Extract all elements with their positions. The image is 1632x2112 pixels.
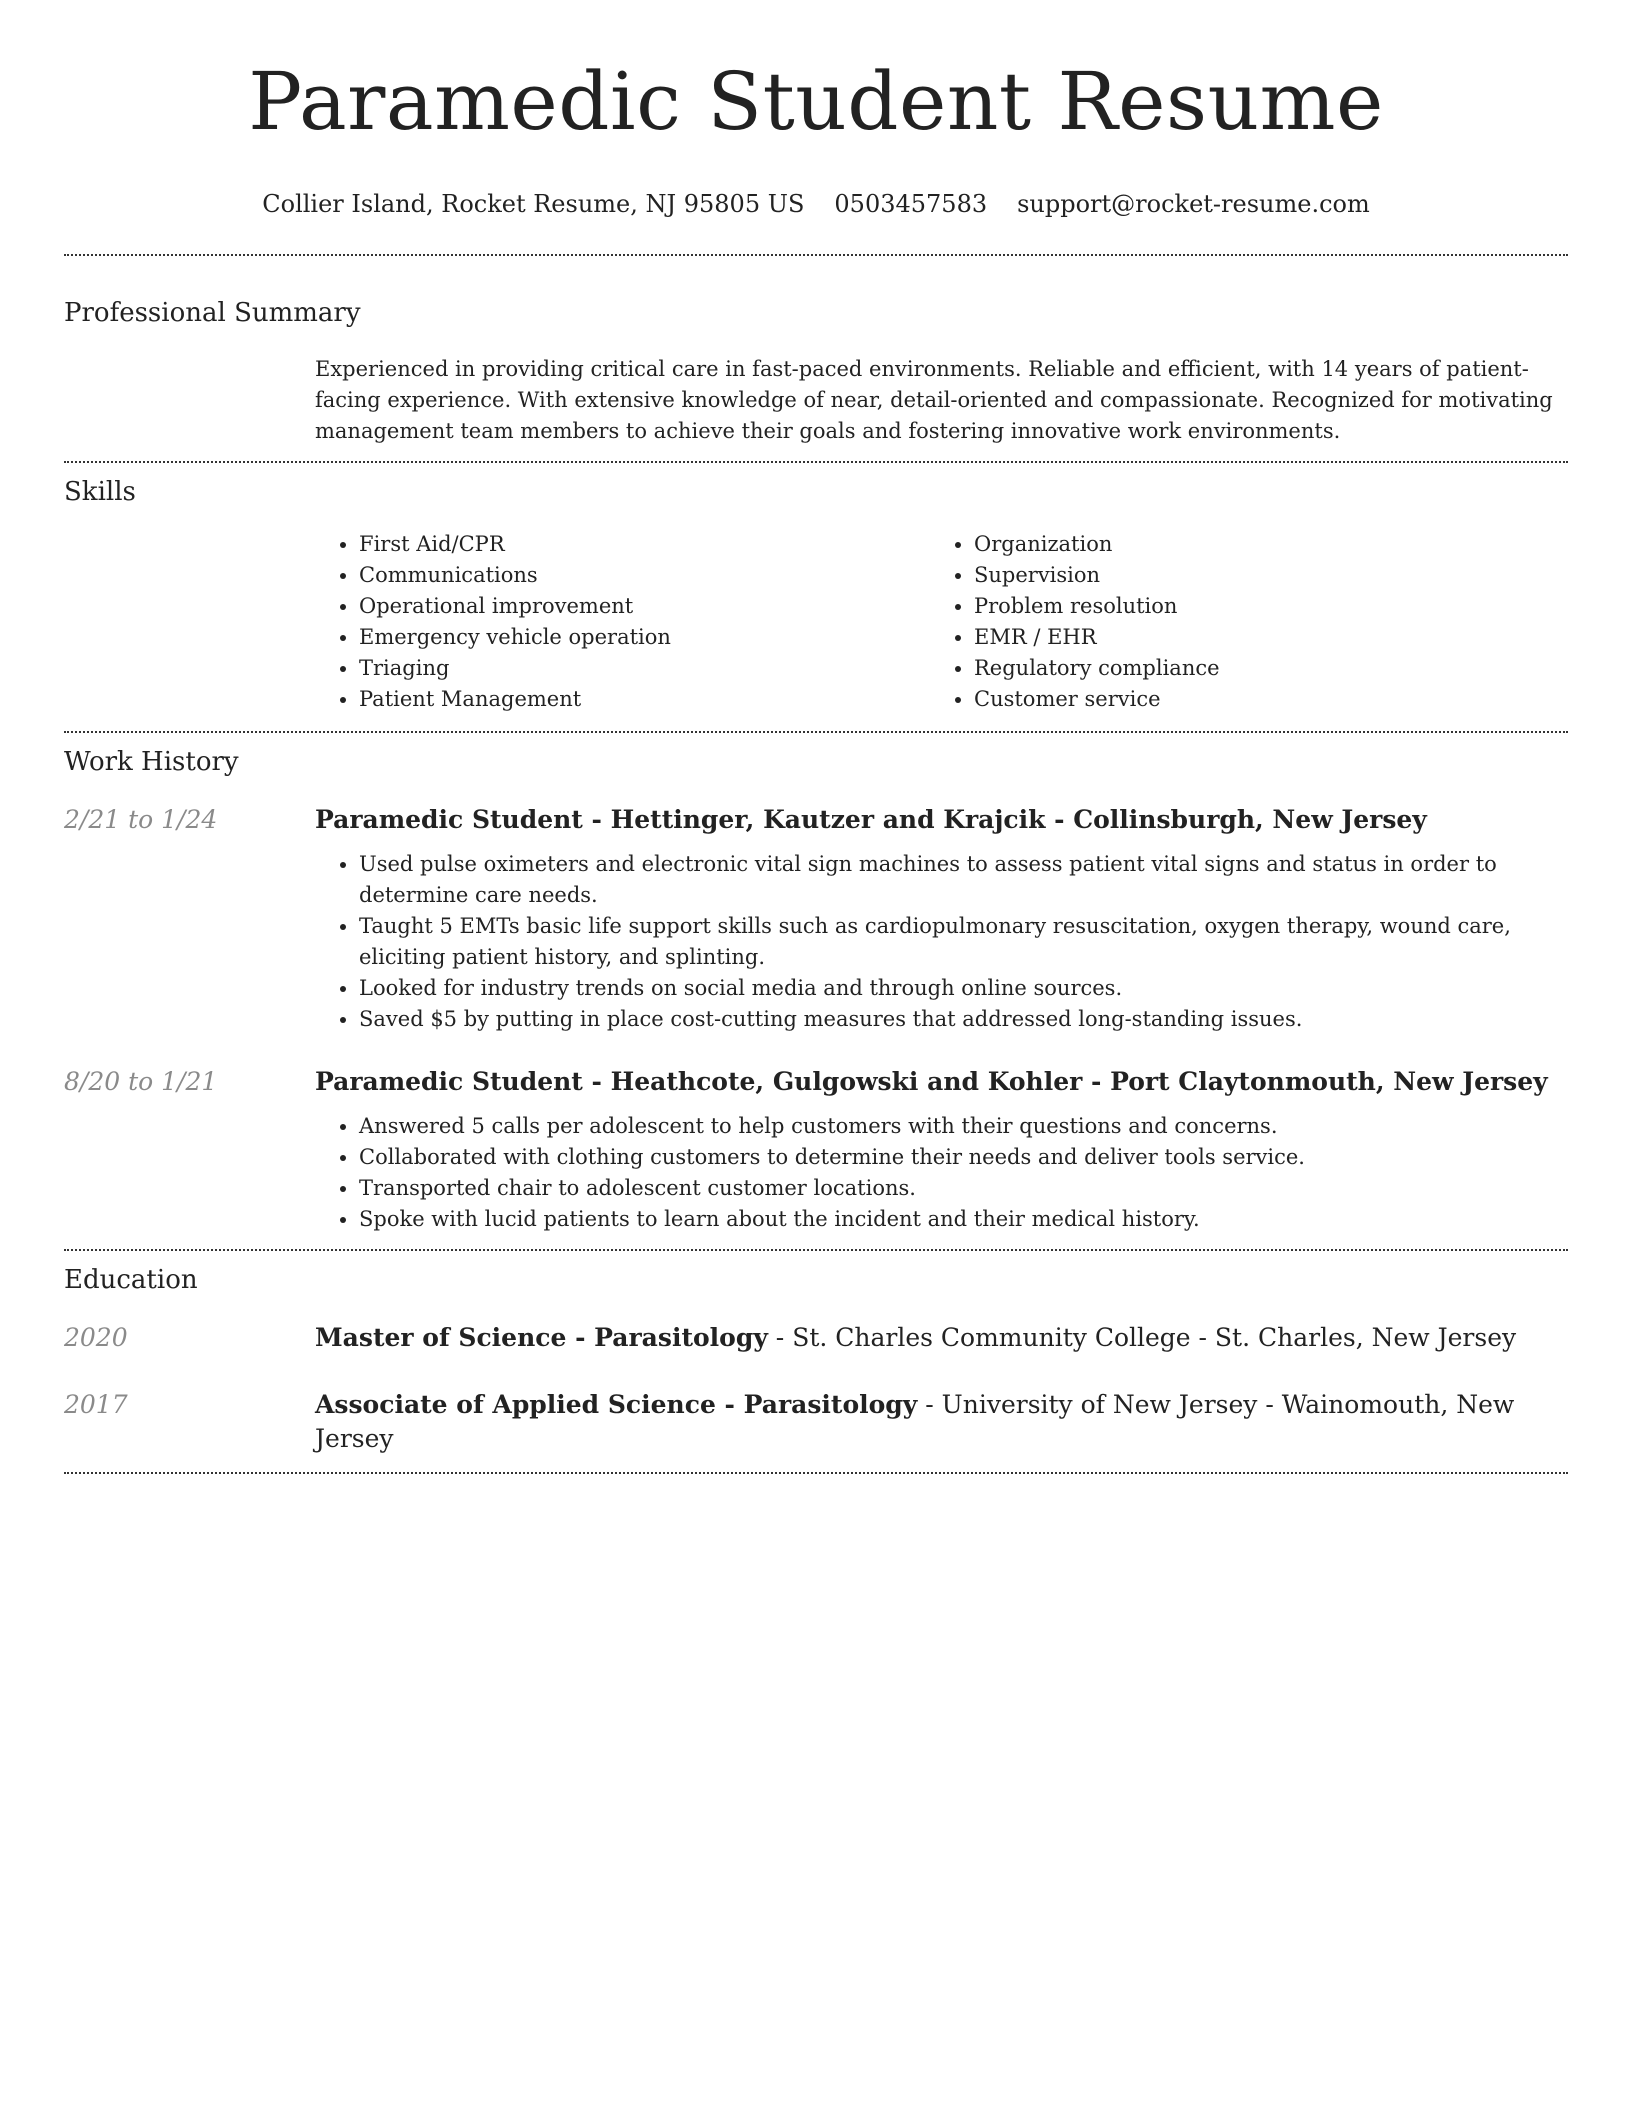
skill-item: • EMR / EHR — [974, 622, 1220, 653]
job-bullet: • Spoke with lucid patients to learn about the incident and their medical history. — [359, 1204, 1568, 1235]
skill-item: • First Aid/CPR — [359, 529, 930, 560]
work-heading: Work History — [64, 747, 239, 777]
skill-item: • Problem resolution — [974, 591, 1220, 622]
contact-email: support@rocket-resume.com — [1017, 190, 1370, 218]
job-bullet: • Taught 5 EMTs basic life support skills such as cardiopulmonary resuscitation, oxygen therapy, wound care, eliciting patient history, and splinting. — [359, 911, 1568, 973]
skills-list-right — [930, 529, 1220, 715]
skill-item: • Emergency vehicle operation — [359, 622, 930, 653]
education-entry — [64, 1388, 1568, 1456]
resume-title: Paramedic Student Resume — [248, 55, 1384, 148]
education-year: 2017 — [64, 1390, 128, 1419]
summary-section — [64, 256, 1568, 447]
contact-address: Collier Island, Rocket Resume, NJ 95805 US — [262, 190, 805, 218]
education-institution: - St. Charles Community College - St. Charles, New Jersey — [767, 1323, 1517, 1352]
education-heading: Education — [64, 1265, 198, 1295]
skill-item: • Patient Management — [359, 684, 930, 715]
job-bullets — [315, 849, 1568, 1035]
education-heading-line — [315, 1388, 1568, 1456]
job-heading: Paramedic Student - Heathcote, Gulgowski and Kohler - Port Claytonmouth, New Jersey — [315, 1067, 1548, 1096]
skills-list-left — [315, 529, 930, 715]
divider — [64, 1472, 1568, 1474]
skill-item: • Organization — [974, 529, 1220, 560]
job-bullets — [315, 1111, 1568, 1235]
education-section — [64, 1251, 1568, 1456]
contact-phone: 0503457583 — [834, 190, 988, 218]
education-year: 2020 — [64, 1323, 128, 1352]
education-entry — [64, 1321, 1568, 1355]
skill-item: • Supervision — [974, 560, 1220, 591]
job-bullet: • Looked for industry trends on social media and through online sources. — [359, 973, 1568, 1004]
education-institution: - University of New Jersey - Wainomouth, New Jersey — [315, 1390, 1515, 1453]
education-degree: Master of Science - Parasitology — [315, 1323, 768, 1352]
job-bullet: • Transported chair to adolescent customer locations. — [359, 1173, 1568, 1204]
job-entry — [64, 1065, 1568, 1235]
summary-heading: Professional Summary — [64, 298, 361, 328]
contact-line — [64, 188, 1568, 220]
skill-item: • Customer service — [974, 684, 1220, 715]
summary-text: Experienced in providing critical care in fast-paced environments. Reliable and efficient, with 14 years of patient-facing experience. With extensive knowledge of near, detail-oriented and compassionate. Recognized for motivating management team members to achieve their goals and fostering innovative work environments. — [315, 357, 1553, 443]
education-degree: Associate of Applied Science - Parasitology — [315, 1390, 918, 1419]
job-heading: Paramedic Student - Hettinger, Kautzer and Krajcik - Collinsburgh, New Jersey — [315, 805, 1427, 834]
skills-heading: Skills — [64, 477, 136, 507]
job-bullet: • Saved $5 by putting in place cost-cutting measures that addressed long-standing issues. — [359, 1004, 1568, 1035]
skill-item: • Communications — [359, 560, 930, 591]
job-bullet: • Collaborated with clothing customers to determine their needs and deliver tools service. — [359, 1142, 1568, 1173]
work-section — [64, 733, 1568, 1235]
job-dates: 8/20 to 1/21 — [64, 1067, 218, 1096]
skill-item: • Triaging — [359, 653, 930, 684]
job-dates: 2/21 to 1/24 — [64, 805, 218, 834]
skill-item: • Regulatory compliance — [974, 653, 1220, 684]
job-entry — [64, 803, 1568, 1035]
job-bullet: • Used pulse oximeters and electronic vital sign machines to assess patient vital signs and status in order to determine care needs. — [359, 849, 1568, 911]
skills-section — [64, 463, 1568, 715]
skill-item: • Operational improvement — [359, 591, 930, 622]
job-bullet: • Answered 5 calls per adolescent to help customers with their questions and concerns. — [359, 1111, 1568, 1142]
education-heading-line — [315, 1321, 1568, 1355]
